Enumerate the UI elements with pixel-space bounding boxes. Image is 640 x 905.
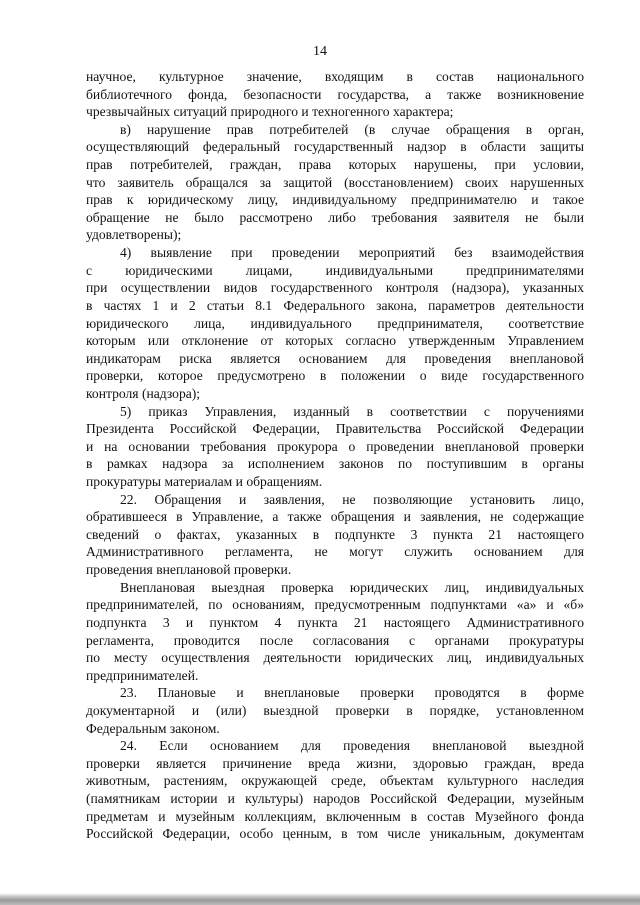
text-line: проведения внеплановой проверки. [86, 562, 292, 578]
text-line: удовлетворены); [86, 227, 182, 243]
text-line: обращение не было рассмотрено либо требования заявителя не были [86, 209, 584, 225]
text-line: юридического лица, индивидуального предпринимателя, соответствие [86, 315, 584, 331]
text-line: подпункта 3 и пунктом 4 пункта 21 настоящего Административного [86, 614, 584, 630]
text-line: 23. Плановые и внеплановые проверки проводятся в форме [120, 685, 584, 701]
text-line: прав к юридическому лицу, индивидуальному предпринимателю и такое [86, 192, 584, 208]
text-line: что заявитель обращался за защитой (восстановлением) своих нарушенных [86, 174, 584, 190]
text-line: прокуратуры материалам и обращениям. [86, 474, 323, 490]
text-line: Федеральным законом. [86, 720, 220, 736]
text-line: предметам и музейным коллекциям, включенным в состав Музейного фонда [86, 808, 584, 824]
text-line: 5) приказ Управления, изданный в соответствии с поручениями [120, 403, 584, 419]
text-line: индикаторам риска является основанием для проведения внеплановой [86, 350, 584, 366]
text-line: обратившееся в Управление, а также обращения и заявления, не содержащие [86, 509, 584, 525]
text-line: 4) выявление при проведении мероприятий без взаимодействия [120, 245, 584, 261]
text-line: проверки является причинение вреда жизни, здоровью граждан, вреда [86, 755, 584, 771]
text-line: прав потребителей, граждан, права которых нарушены, при условии, [86, 157, 584, 173]
text-line: библиотечного фонда, безопасности государства, а также возникновение [86, 86, 584, 102]
text-line: 24. Если основанием для проведения внеплановой выездной [120, 738, 584, 754]
text-line: Административного регламента, не могут служить основанием для [86, 544, 584, 560]
text-line: предпринимателей, по основаниям, предусмотренным подпунктами «а» и «б» [86, 597, 584, 613]
text-line: Российской Федерации, особо ценным, в том числе уникальным, документам [86, 826, 584, 842]
text-line: осуществляющий федеральный государственный надзор в области защиты [86, 139, 584, 155]
text-line: (памятникам истории и культуры) народов Российской Федерации, музейным [86, 790, 584, 806]
text-line: Президента Российской Федерации, Правительства Российской Федерации [86, 421, 584, 437]
text-line: при осуществлении видов государственного контроля (надзора), указанных [86, 280, 584, 296]
text-line: научное, культурное значение, входящим в состав национального [86, 69, 584, 84]
text-line: в рамках надзора за исполнением законов по поступившим в органы [86, 456, 584, 472]
text-line: 22. Обращения и заявления, не позволяющие установить лицо, [120, 491, 584, 507]
text-line: Внеплановая выездная проверка юридических лиц, индивидуальных [120, 579, 584, 595]
text-line: контроля (надзора); [86, 385, 201, 401]
text-line: по месту осуществления деятельности юридических лиц, индивидуальных [86, 650, 584, 666]
text-line: проверки, которое предусмотрено в положении о виде государственного [86, 368, 584, 384]
scan-bottom-edge [0, 893, 640, 905]
text-line: предпринимателей. [86, 667, 199, 683]
text-line: животным, растениям, окружающей среде, объектам культурного наследия [86, 773, 584, 789]
text-line: регламента, проводится после согласования с органами прокуратуры [86, 632, 584, 648]
page-number: 14 [313, 44, 327, 59]
text-line: с юридическими лицами, индивидуальными предпринимателями [86, 262, 584, 278]
text-line: в) нарушение прав потребителей (в случае обращения в орган, [120, 121, 584, 137]
document-body [86, 68, 584, 843]
text-line: которым или отклонение от которых согласно утвержденным Управлением [86, 333, 584, 349]
text-line: документарной и (или) выездной проверки в порядке, установленном [86, 702, 584, 718]
text-line: и на основании требования прокурора о проведении внеплановой проверки [86, 438, 584, 454]
text-line: сведений о фактах, указанных в подпункте 3 пункта 21 настоящего [86, 526, 584, 542]
text-line: чрезвычайных ситуаций природного и техногенного характера; [86, 104, 454, 120]
text-line: в частях 1 и 2 статьи 8.1 Федерального закона, параметров деятельности [86, 297, 584, 313]
